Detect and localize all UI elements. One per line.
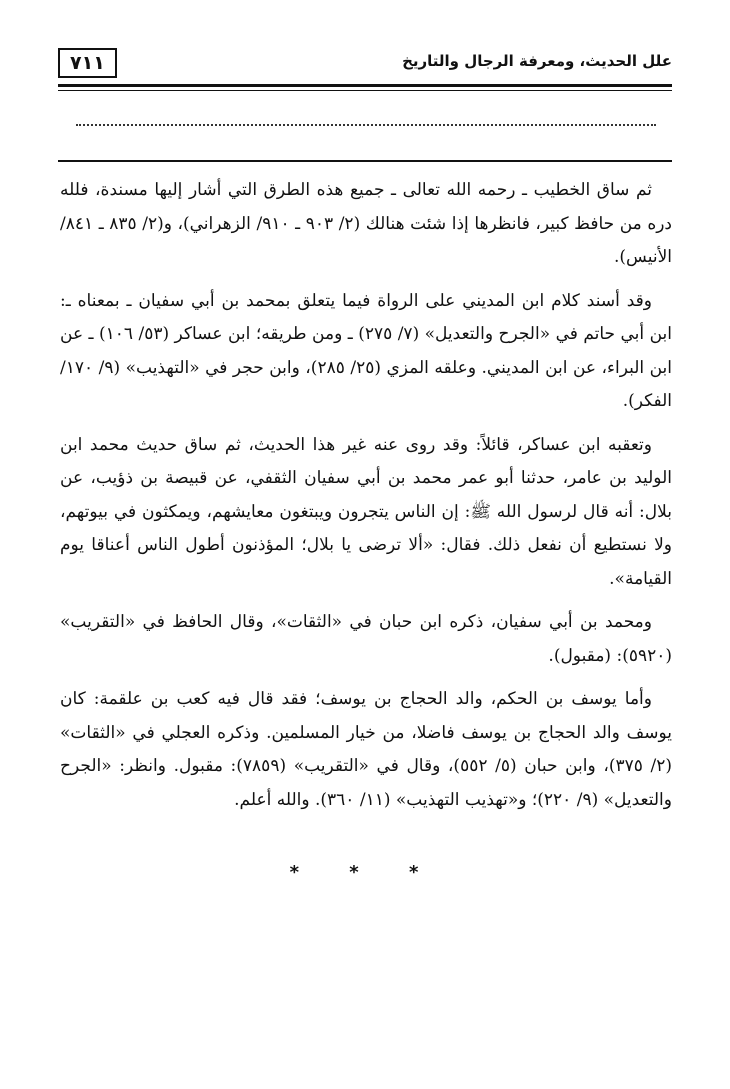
section-rule — [58, 160, 672, 162]
paragraph: ثم ساق الخطيب ـ رحمه الله تعالى ـ جميع هذه الطرق التي أشار إليها مسندة، فلله دره من حافظ كبير، فانظرها إذا شئت هنالك (٢/ ٩٠٣ ـ ٩١٠/ الزهراني)، و(٢/ ٨٣٥ ـ ٨٤١/ الأنيس). — [60, 180, 672, 267]
running-title: علل الحديث، ومعرفة الرجال والتاريخ — [402, 52, 672, 70]
dotted-separator — [76, 124, 656, 126]
page-number: ٧١١ — [58, 48, 117, 78]
header-rule-thick — [58, 84, 672, 87]
paragraph: وتعقبه ابن عساكر، قائلاً: وقد روى عنه غير هذا الحديث، ثم ساق حديث محمد ابن الوليد بن عامر، حدثنا أبو عمر محمد بن أبي سفيان الثقفي، عن قبيصة بن ذؤيب، عن بلال: أنه قال لرسول الله ﷺ: إن الناس يتجرون ويبتغون معايشهم، ويمكثون في بيوتهم، ولا نستطيع أن نفعل ذلك. فقال: «ألا ترضى يا بلال؛ المؤذنون أطول الناس أعناقا يوم القيامة». — [60, 434, 672, 589]
paragraph: وأما يوسف بن الحكم، والد الحجاج بن يوسف؛ فقد قال فيه كعب بن علقمة: كان يوسف والد الحجاج بن يوسف فاضلا، من خيار المسلمين. وذكره العجلي في «الثقات» (٢/ ٣٧٥)، وابن حبان (٥/ ٥٥٢)، وقال في «التقريب» (٧٨٥٩): مقبول. وانظر: «الجرح والتعديل» (٩/ ٢٢٠)؛ و«تهذيب التهذيب» (١١/ ٣٦٠). والله أعلم. — [60, 689, 672, 810]
paragraph: وقد أسند كلام ابن المديني على الرواة فيما يتعلق بمحمد بن أبي سفيان ـ بمعناه ـ: ابن أبي حاتم في «الجرح والتعديل» (٧/ ٢٧٥) ـ ومن طريقه؛ ابن عساكر (٥٣/ ١٠٦) ـ عن ابن البراء، عن ابن المديني. وعلقه المزي (٢٥/ ٢٨٥)، وابن حجر في «التهذيب» (٩/ ١٧٠/ الفكر). — [60, 290, 673, 411]
paragraph: ومحمد بن أبي سفيان، ذكره ابن حبان في «الثقات»، وقال الحافظ في «التقريب» (٥٩٢٠): (مقبول). — [60, 612, 672, 666]
section-end-stars: * * * — [289, 862, 441, 883]
header-rule-thin — [58, 90, 672, 91]
body-text — [60, 174, 672, 827]
running-header — [58, 46, 672, 82]
